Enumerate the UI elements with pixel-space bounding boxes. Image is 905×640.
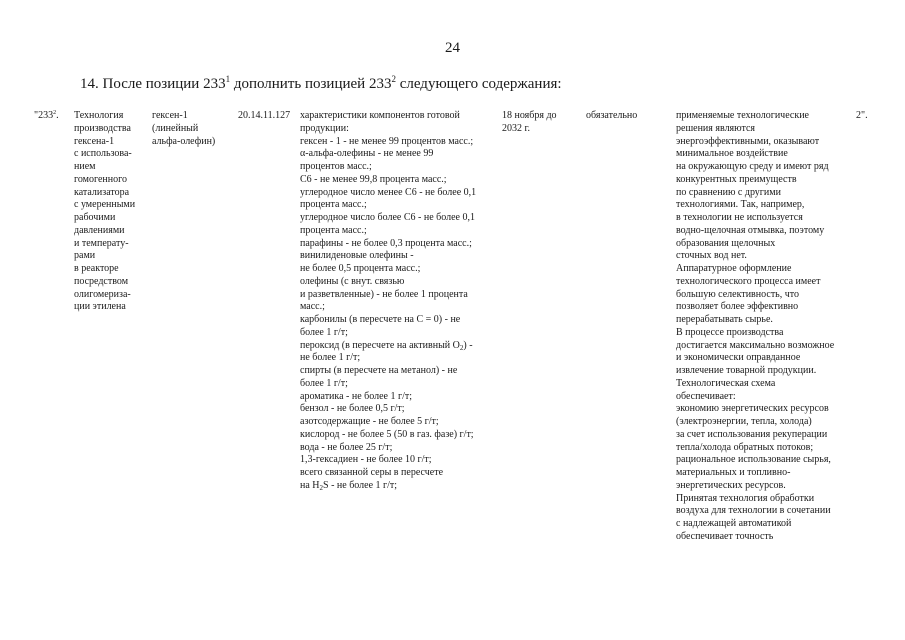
position-number <box>34 110 74 123</box>
characteristics-text-main: характеристики компонентов готовой продукции: гексен - 1 - не менее 99 процентов масс.; α-альфа-олефины - не менее 99 процентов масс.; С6 - не менее 99,8 процента масс.; углеродное число менее С6 - не более 0,1 процента масс.; углеродное число более С6 - не более 0,1 процента масс.; парафины - не более 0,3 процента масс.; винилиденовые олефины - не более 0,5 процента масс.; олефины (с внут. связью и разветвленные) - не более 1 процента масс.; карбонилы (в пересчете на С = 0) - не более 1 г/т; пероксид (в пересчете на активный О <box>300 110 477 351</box>
characteristics-o2-subscript: 2 <box>459 343 464 352</box>
heading-superscript-1: 1 <box>225 74 231 84</box>
position-number-prefix: "233 <box>34 110 54 121</box>
characteristics-text-mid: ) - не более 1 г/т; спирты (в пересчете на метанол) - не более 1 г/т; ароматика - не более 1 г/т; бензол - не более 0,5 г/т; азотсодержащие - не более 5 г/т; кислород - не более 5 (50 в газ. фазе) г/т; вода - не более 25 г/т; 1,3-гексадиен - не более 10 г/т; всего связанной серы в пересчете на Н <box>300 339 474 491</box>
requirement-status: обязательно <box>586 110 638 121</box>
characteristics-text-end: S - не более 1 г/т; <box>323 479 398 491</box>
heading-superscript-2: 2 <box>391 74 396 84</box>
closing-mark: 2". <box>856 110 868 121</box>
position-number-superscript: 2 <box>53 110 57 116</box>
heading-text-3: следующего содержания: <box>395 76 562 92</box>
product-code: 20.14.11.127 <box>238 110 291 121</box>
heading-text-2: дополнить позицией 233 <box>230 76 392 92</box>
position-number-suffix: . <box>56 110 59 121</box>
technology-description: применяемые технологические решения являются энергоэффективными, оказывают минимальное воздействие на окружающую среду и имеют ряд конкурентных преимуществ по сравнению с другими технологиями. Так, например, в технологии не используется водно-щелочная отмывка, поэтому образования щелочных сточных вод нет. Аппаратурное оформление технологического процесса имеет большую селективность, что позволяет более эффективно перерабатывать сырье. В процессе производства достигается максимально возможное и экономически оправданное извлечение товарной продукции. Технологическая схема обеспечивает: экономию энергетических ресурсов (электроэнергии, тепла, холода) за счет использования рекуперации тепла/холода обратных потоков; рациональное использование сырья, материальных и топливно- энергетических ресурсов. Принятая технология обработки воздуха для технологии в сочетании с надлежащей автоматикой обеспечивает точность <box>676 110 835 542</box>
section-heading <box>80 76 562 93</box>
product-name: гексен-1 (линейный альфа-олефин) <box>152 110 216 147</box>
characteristics-h2s-subscript: 2 <box>319 483 324 492</box>
deadline-date: 18 ноября до 2032 г. <box>502 110 557 134</box>
heading-text-1: 14. После позиции 233 <box>80 76 226 92</box>
page-number: 24 <box>445 40 460 56</box>
technology-name: Технология производства гексена-1 с использова- нием гомогенного катализатора с умеренными рабочими давлениями и температу- рами в реакторе посредством олигомериза- ции этилена <box>74 110 136 313</box>
product-characteristics <box>300 110 500 493</box>
